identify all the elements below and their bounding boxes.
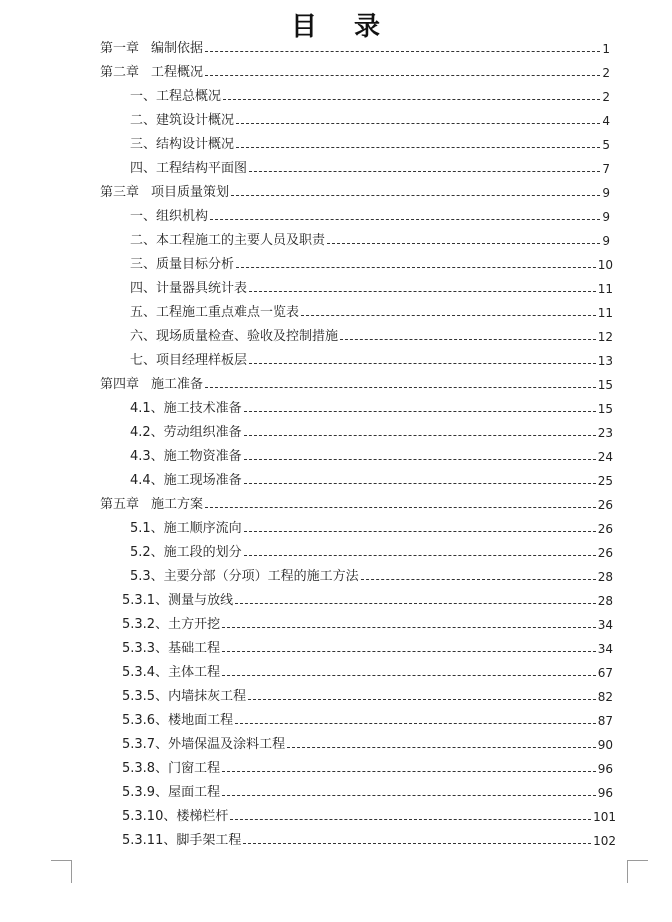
toc-chapter-title: 工程概况 bbox=[151, 65, 204, 80]
toc-entry[interactable] bbox=[122, 637, 613, 661]
toc-dot-leader bbox=[222, 674, 596, 676]
toc-dot-leader bbox=[205, 74, 600, 76]
toc-entry-label: 四、工程结构平面图 bbox=[130, 161, 248, 176]
toc-dot-leader bbox=[243, 842, 591, 844]
toc-entry[interactable] bbox=[122, 733, 613, 757]
toc-entry[interactable] bbox=[130, 253, 613, 277]
toc-entry-label: 5.3.4、主体工程 bbox=[122, 665, 221, 680]
toc-entry-label: 三、质量目标分析 bbox=[130, 257, 235, 272]
toc-dot-leader bbox=[236, 122, 600, 124]
toc-dot-leader bbox=[236, 266, 596, 268]
toc-entry[interactable] bbox=[100, 493, 613, 517]
title-char-left: 目 bbox=[290, 12, 318, 42]
toc-entry[interactable] bbox=[130, 157, 610, 181]
toc-page-number: 28 bbox=[597, 594, 613, 608]
toc-entry[interactable] bbox=[130, 109, 610, 133]
toc-chapter-number: 第四章 bbox=[100, 377, 140, 392]
toc-entry[interactable] bbox=[130, 325, 613, 349]
toc-dot-leader bbox=[244, 434, 596, 436]
toc-entry-label: 5.1、施工顺序流向 bbox=[130, 521, 242, 536]
toc-dot-leader bbox=[230, 818, 591, 820]
toc-dot-leader bbox=[223, 98, 600, 100]
toc-page-number: 82 bbox=[597, 690, 613, 704]
toc-entry[interactable] bbox=[130, 397, 613, 421]
toc-entry-label: 二、本工程施工的主要人员及职责 bbox=[130, 233, 326, 248]
toc-entry[interactable] bbox=[130, 85, 610, 109]
toc-entry-label: 5.3.10、楼梯栏杆 bbox=[122, 809, 229, 824]
toc-chapter-title: 施工准备 bbox=[151, 377, 204, 392]
toc-entry[interactable] bbox=[130, 541, 613, 565]
toc-page-number: 34 bbox=[597, 642, 613, 656]
toc-entry-label: 5.2、施工段的划分 bbox=[130, 545, 242, 560]
toc-dot-leader bbox=[244, 482, 596, 484]
toc-dot-leader bbox=[235, 722, 596, 724]
toc-entry[interactable] bbox=[130, 301, 613, 325]
toc-entry[interactable] bbox=[122, 805, 616, 829]
toc-entry[interactable] bbox=[100, 373, 613, 397]
toc-entry[interactable] bbox=[100, 61, 610, 85]
toc-dot-leader bbox=[222, 770, 596, 772]
toc-page-number: 90 bbox=[597, 738, 613, 752]
toc-entry[interactable] bbox=[130, 277, 613, 301]
toc-entry-label: 一、组织机构 bbox=[130, 209, 209, 224]
toc-entry[interactable] bbox=[122, 709, 613, 733]
toc-entry-label: 七、项目经理样板层 bbox=[130, 353, 248, 368]
toc-page-number: 10 bbox=[597, 258, 613, 272]
toc-dot-leader bbox=[222, 794, 596, 796]
toc-dot-leader bbox=[327, 242, 600, 244]
toc-chapter-number: 第一章 bbox=[100, 41, 140, 56]
toc-page-number: 4 bbox=[602, 114, 610, 128]
page-corner-mark-right bbox=[627, 860, 648, 883]
toc-page-number: 15 bbox=[597, 378, 613, 392]
toc-entry-label: 5.3.1、测量与放线 bbox=[122, 593, 234, 608]
toc-dot-leader bbox=[236, 146, 600, 148]
toc-entry[interactable] bbox=[130, 469, 613, 493]
toc-dot-leader bbox=[340, 338, 596, 340]
toc-entry-label: 5.3.7、外墙保温及涂料工程 bbox=[122, 737, 286, 752]
toc-entry-label: 六、现场质量检查、验收及控制措施 bbox=[130, 329, 339, 344]
toc-entry-label: 5.3.11、脚手架工程 bbox=[122, 833, 242, 848]
toc-dot-leader bbox=[244, 458, 596, 460]
toc-dot-leader bbox=[235, 602, 596, 604]
toc-page-number: 2 bbox=[602, 66, 610, 80]
toc-entry-label: 5.3.3、基础工程 bbox=[122, 641, 221, 656]
toc-dot-leader bbox=[301, 314, 596, 316]
toc-dot-leader bbox=[244, 410, 596, 412]
toc-entry[interactable] bbox=[100, 37, 610, 61]
page-corner-mark-left bbox=[51, 860, 72, 883]
toc-page-number: 34 bbox=[597, 618, 613, 632]
toc-entry-label: 5.3.2、土方开挖 bbox=[122, 617, 221, 632]
toc-entry-label: 4.1、施工技术准备 bbox=[130, 401, 242, 416]
toc-entry-label bbox=[100, 493, 203, 517]
toc-page-number: 12 bbox=[597, 330, 613, 344]
toc-entry-label: 五、工程施工重点难点一览表 bbox=[130, 305, 300, 320]
toc-dot-leader bbox=[361, 578, 596, 580]
toc-page-number: 5 bbox=[602, 138, 610, 152]
toc-page-number: 11 bbox=[597, 306, 613, 320]
toc-chapter-title: 施工方案 bbox=[151, 497, 204, 512]
toc-chapter-number: 第二章 bbox=[100, 65, 140, 80]
toc-entry-label bbox=[100, 61, 203, 85]
toc-chapter-number: 第五章 bbox=[100, 497, 140, 512]
toc-entry-label: 5.3.8、门窗工程 bbox=[122, 761, 221, 776]
toc-dot-leader bbox=[249, 290, 596, 292]
toc-page-number: 26 bbox=[597, 522, 613, 536]
toc-entry[interactable] bbox=[122, 661, 613, 685]
toc-dot-leader bbox=[205, 386, 596, 388]
toc-page-number: 87 bbox=[597, 714, 613, 728]
toc-dot-leader bbox=[210, 218, 600, 220]
toc-page-number: 24 bbox=[597, 450, 613, 464]
toc-entry-label: 一、工程总概况 bbox=[130, 89, 222, 104]
toc-dot-leader bbox=[248, 698, 596, 700]
toc-entry-label bbox=[100, 181, 229, 205]
title-char-right: 录 bbox=[354, 12, 382, 42]
toc-page-number: 9 bbox=[602, 210, 610, 224]
toc-entry-label: 5.3.9、屋面工程 bbox=[122, 785, 221, 800]
toc-entry-label: 5.3.5、内墙抹灰工程 bbox=[122, 689, 247, 704]
toc-page-number: 28 bbox=[597, 570, 613, 584]
toc-entry[interactable] bbox=[122, 829, 616, 853]
toc-page-number: 1 bbox=[602, 42, 610, 56]
toc-entry[interactable] bbox=[122, 685, 613, 709]
toc-entry[interactable] bbox=[100, 181, 610, 205]
toc-entry[interactable] bbox=[122, 757, 613, 781]
toc-chapter-title: 项目质量策划 bbox=[151, 185, 230, 200]
toc-page-number: 25 bbox=[597, 474, 613, 488]
toc-page-number: 9 bbox=[602, 186, 610, 200]
toc-chapter-number: 第三章 bbox=[100, 185, 140, 200]
toc-entry[interactable] bbox=[130, 445, 613, 469]
toc-entry-label: 5.3、主要分部（分项）工程的施工方法 bbox=[130, 569, 359, 584]
toc-entry-label: 四、计量器具统计表 bbox=[130, 281, 248, 296]
toc-page-number: 102 bbox=[593, 834, 616, 848]
toc-entry-label: 二、建筑设计概况 bbox=[130, 113, 235, 128]
toc-dot-leader bbox=[249, 170, 600, 172]
toc-entry-label: 4.3、施工物资准备 bbox=[130, 449, 242, 464]
toc-entry[interactable] bbox=[122, 613, 613, 637]
toc-dot-leader bbox=[231, 194, 600, 196]
toc-page-number: 26 bbox=[597, 498, 613, 512]
toc-entry[interactable] bbox=[122, 781, 613, 805]
toc-entry[interactable] bbox=[130, 349, 613, 373]
toc-page-number: 2 bbox=[602, 90, 610, 104]
toc-entry[interactable] bbox=[130, 517, 613, 541]
toc-entry[interactable] bbox=[122, 589, 613, 613]
toc-page-number: 13 bbox=[597, 354, 613, 368]
toc-dot-leader bbox=[244, 530, 596, 532]
toc-entry-label: 三、结构设计概况 bbox=[130, 137, 235, 152]
toc-entry-label: 4.2、劳动组织准备 bbox=[130, 425, 242, 440]
toc-entry-label bbox=[100, 373, 203, 397]
toc-page-number: 67 bbox=[597, 666, 613, 680]
toc-entry[interactable] bbox=[130, 565, 613, 589]
toc-entry[interactable] bbox=[130, 421, 613, 445]
toc-dot-leader bbox=[205, 506, 596, 508]
toc-dot-leader bbox=[244, 554, 596, 556]
toc-page-number: 26 bbox=[597, 546, 613, 560]
toc-entry-label: 4.4、施工现场准备 bbox=[130, 473, 242, 488]
toc-page-number: 23 bbox=[597, 426, 613, 440]
toc-page-number: 7 bbox=[602, 162, 610, 176]
toc-page-number: 96 bbox=[597, 786, 613, 800]
toc-dot-leader bbox=[222, 650, 596, 652]
toc-page-number: 11 bbox=[597, 282, 613, 296]
toc-entry-label: 5.3.6、楼地面工程 bbox=[122, 713, 234, 728]
toc-entry-label bbox=[100, 37, 203, 61]
toc-dot-leader bbox=[205, 50, 600, 52]
toc-dot-leader bbox=[222, 626, 596, 628]
toc-page-number: 15 bbox=[597, 402, 613, 416]
toc-dot-leader bbox=[287, 746, 596, 748]
toc-entry[interactable] bbox=[130, 229, 610, 253]
toc-page-number: 101 bbox=[593, 810, 616, 824]
toc-page-number: 9 bbox=[602, 234, 610, 248]
toc-chapter-title: 编制依据 bbox=[151, 41, 204, 56]
toc-entry[interactable] bbox=[130, 133, 610, 157]
toc-page-number: 96 bbox=[597, 762, 613, 776]
toc-entry[interactable] bbox=[130, 205, 610, 229]
toc-dot-leader bbox=[249, 362, 596, 364]
